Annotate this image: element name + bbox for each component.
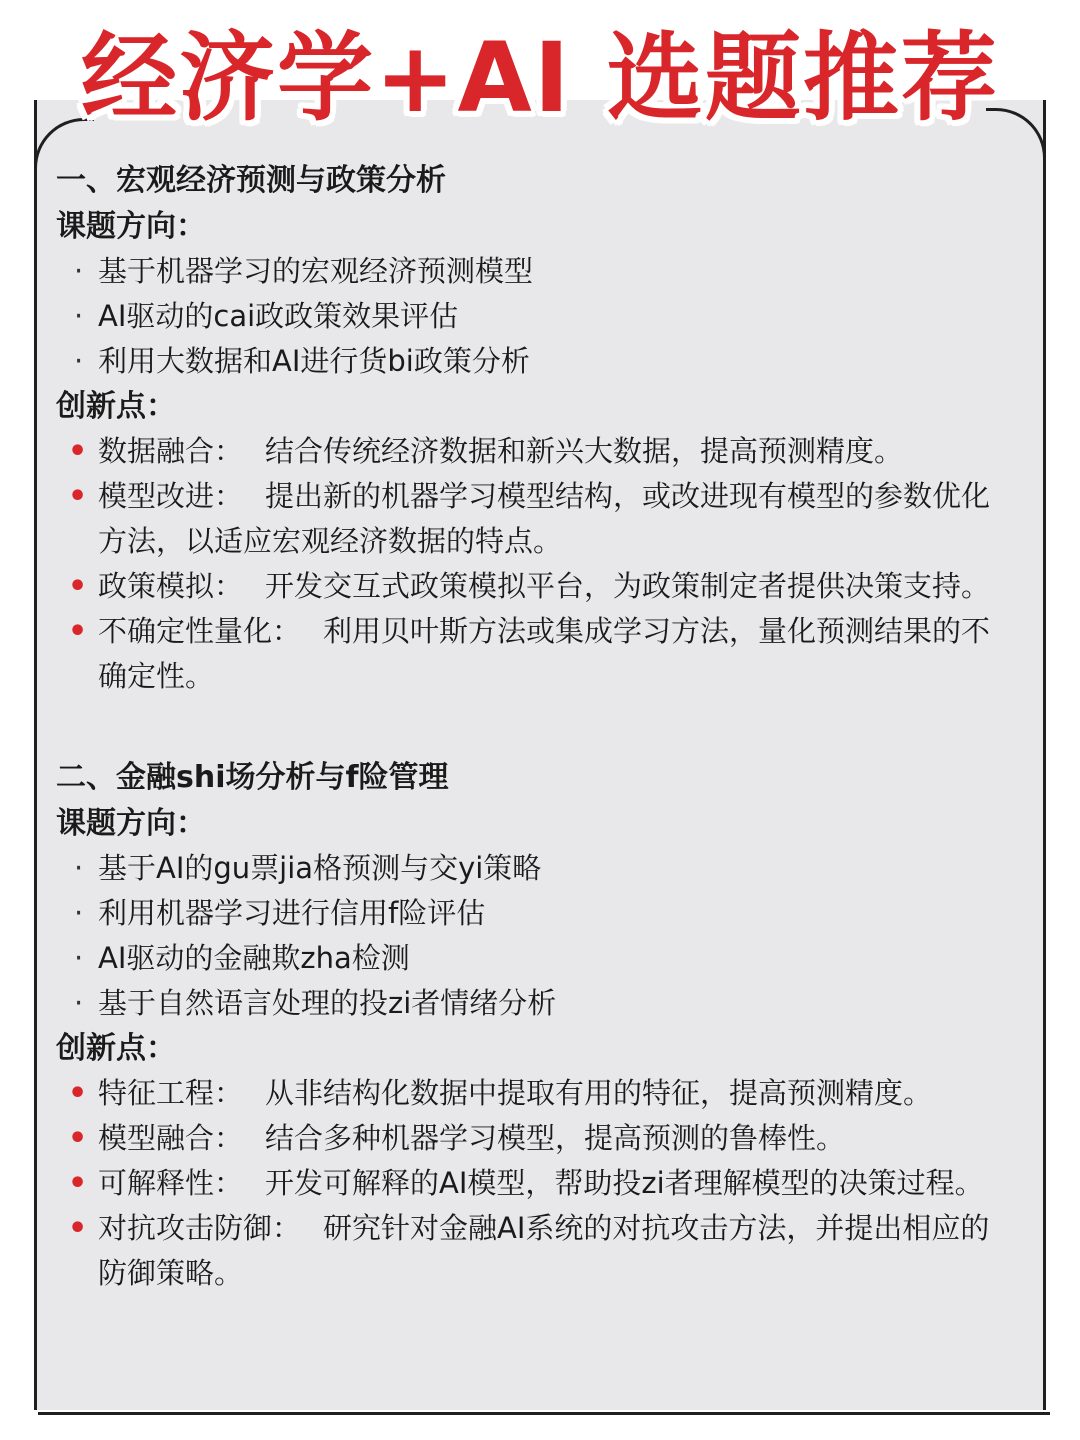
red-bullet-icon: •: [68, 1121, 88, 1156]
innovation-item: • 不确定性量化： 利用贝叶斯方法或集成学习方法，量化预测结果的不确定性。: [56, 609, 1026, 699]
innovation-label: 创新点：: [56, 389, 176, 424]
innovation-item: • 特征工程： 从非结构化数据中提取有用的特征，提高预测精度。: [56, 1071, 1026, 1116]
dot-icon: ·: [74, 254, 84, 288]
dot-icon: ·: [74, 344, 84, 378]
innovation-item: • 模型改进： 提出新的机器学习模型结构，或改进现有模型的参数优化方法，以适应宏观经济数据的特点。: [56, 474, 1026, 564]
topics-label: 课题方向：: [56, 806, 206, 841]
innovation-label: 创新点：: [56, 1031, 176, 1066]
page-title: 经济学+AI 选题推荐: [81, 22, 999, 134]
innovation-item: • 数据融合： 结合传统经济数据和新兴大数据，提高预测精度。: [56, 429, 1026, 474]
red-bullet-icon: •: [68, 569, 88, 604]
list-item: · 基于自然语言处理的投zi者情绪分析: [56, 981, 1026, 1026]
section-finance: [56, 755, 1026, 1296]
dot-icon: ·: [74, 851, 84, 885]
card-bottom-line: [38, 1412, 1050, 1415]
innovation-item: • 可解释性： 开发可解释的AI模型，帮助投zi者理解模型的决策过程。: [56, 1161, 1026, 1206]
dot-icon: ·: [74, 941, 84, 975]
dot-icon: ·: [74, 299, 84, 333]
section-macro: [56, 158, 1026, 699]
innovation-item: • 模型融合： 结合多种机器学习模型，提高预测的鲁棒性。: [56, 1116, 1026, 1161]
list-item: · 基于机器学习的宏观经济预测模型: [56, 249, 1026, 294]
topics-label: 课题方向：: [56, 209, 206, 244]
list-item: · 基于AI的gu票jia格预测与交yi策略: [56, 846, 1026, 891]
section-title: 二、金融shi场分析与f险管理: [56, 760, 449, 795]
list-item: · AI驱动的金融欺zha检测: [56, 936, 1026, 981]
innovation-item: • 对抗攻击防御： 研究针对金融AI系统的对抗攻击方法，并提出相应的防御策略。: [56, 1206, 1026, 1296]
dot-icon: ·: [74, 986, 84, 1020]
red-bullet-icon: •: [68, 1211, 88, 1246]
list-item: · 利用机器学习进行信用f险评估: [56, 891, 1026, 936]
innovation-item: • 政策模拟： 开发交互式政策模拟平台，为政策制定者提供决策支持。: [56, 564, 1026, 609]
red-bullet-icon: •: [68, 614, 88, 649]
red-bullet-icon: •: [68, 1076, 88, 1111]
section-title: 一、宏观经济预测与政策分析: [56, 163, 446, 198]
list-item: · AI驱动的cai政政策效果评估: [56, 294, 1026, 339]
red-bullet-icon: •: [68, 434, 88, 469]
dot-icon: ·: [74, 896, 84, 930]
red-bullet-icon: •: [68, 479, 88, 514]
red-bullet-icon: •: [68, 1166, 88, 1201]
list-item: · 利用大数据和AI进行货bi政策分析: [56, 339, 1026, 384]
content: [56, 158, 1026, 1296]
